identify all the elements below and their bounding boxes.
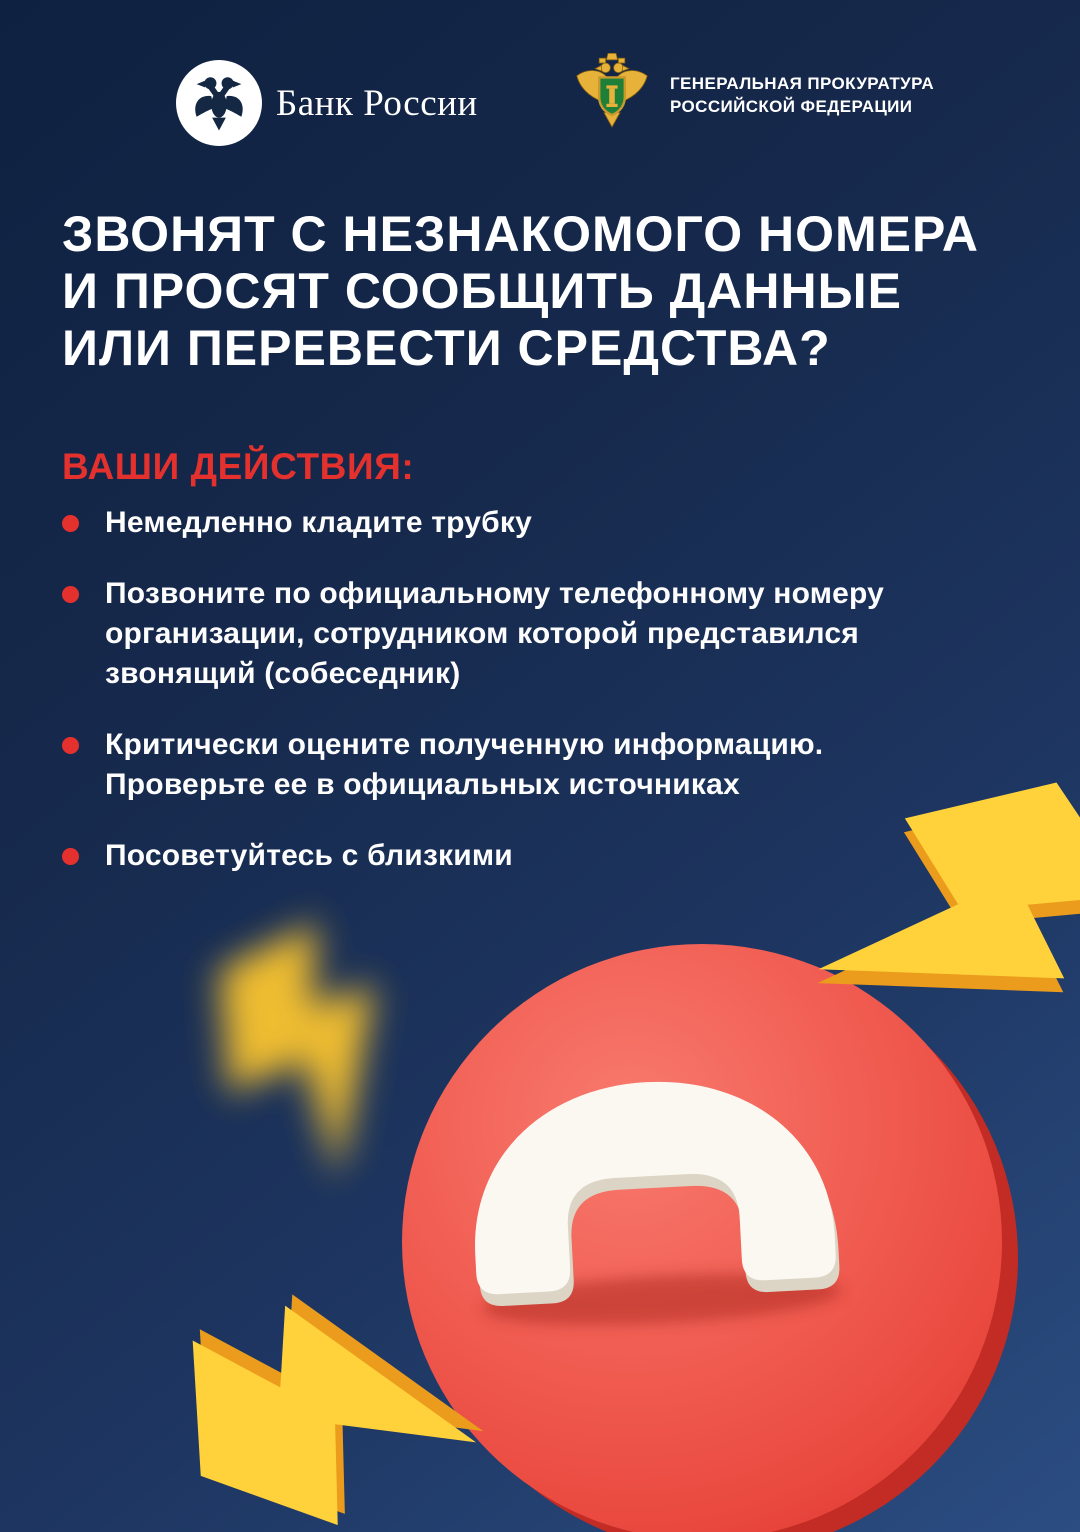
action-text: Посоветуйтесь с близкими [105, 839, 513, 872]
headline-line-3: ИЛИ ПЕРЕВЕСТИ СРЕДСТВА? [62, 320, 831, 376]
actions-title: ВАШИ ДЕЙСТВИЯ: [62, 446, 415, 487]
bullet-dot-icon [62, 848, 79, 865]
action-item [62, 574, 912, 694]
actions-list [62, 503, 912, 907]
prosecutor-name [670, 72, 934, 118]
headline [62, 206, 1052, 377]
prosecutor-name-line2: РОССИЙСКОЙ ФЕДЕРАЦИИ [670, 97, 913, 116]
action-text: Критически оцените полученную информацию. Проверьте ее в официальных источниках [105, 728, 824, 801]
prosecutor-office-logo [572, 46, 934, 144]
action-item [62, 836, 912, 876]
bullet-dot-icon [62, 515, 79, 532]
action-text: Позвоните по официальному телефонному номеру организации, сотрудником которой представился звонящий (собеседник) [105, 577, 885, 690]
action-text: Немедленно кладите трубку [105, 506, 532, 539]
bank-eagle-emblem-icon [176, 60, 262, 146]
bullet-dot-icon [62, 586, 79, 603]
prosecutor-eagle-emblem-icon [572, 46, 652, 144]
action-item [62, 725, 912, 805]
bank-of-russia-logo [176, 60, 478, 146]
headline-line-1: ЗВОНЯТ С НЕЗНАКОМОГО НОМЕРА [62, 206, 980, 262]
prosecutor-name-line1: ГЕНЕРАЛЬНАЯ ПРОКУРАТУРА [670, 74, 935, 93]
action-item [62, 503, 912, 543]
headline-line-2: И ПРОСЯТ СООБЩИТЬ ДАННЫЕ [62, 263, 902, 319]
bank-name: Банк России [276, 82, 478, 124]
bullet-dot-icon [62, 737, 79, 754]
